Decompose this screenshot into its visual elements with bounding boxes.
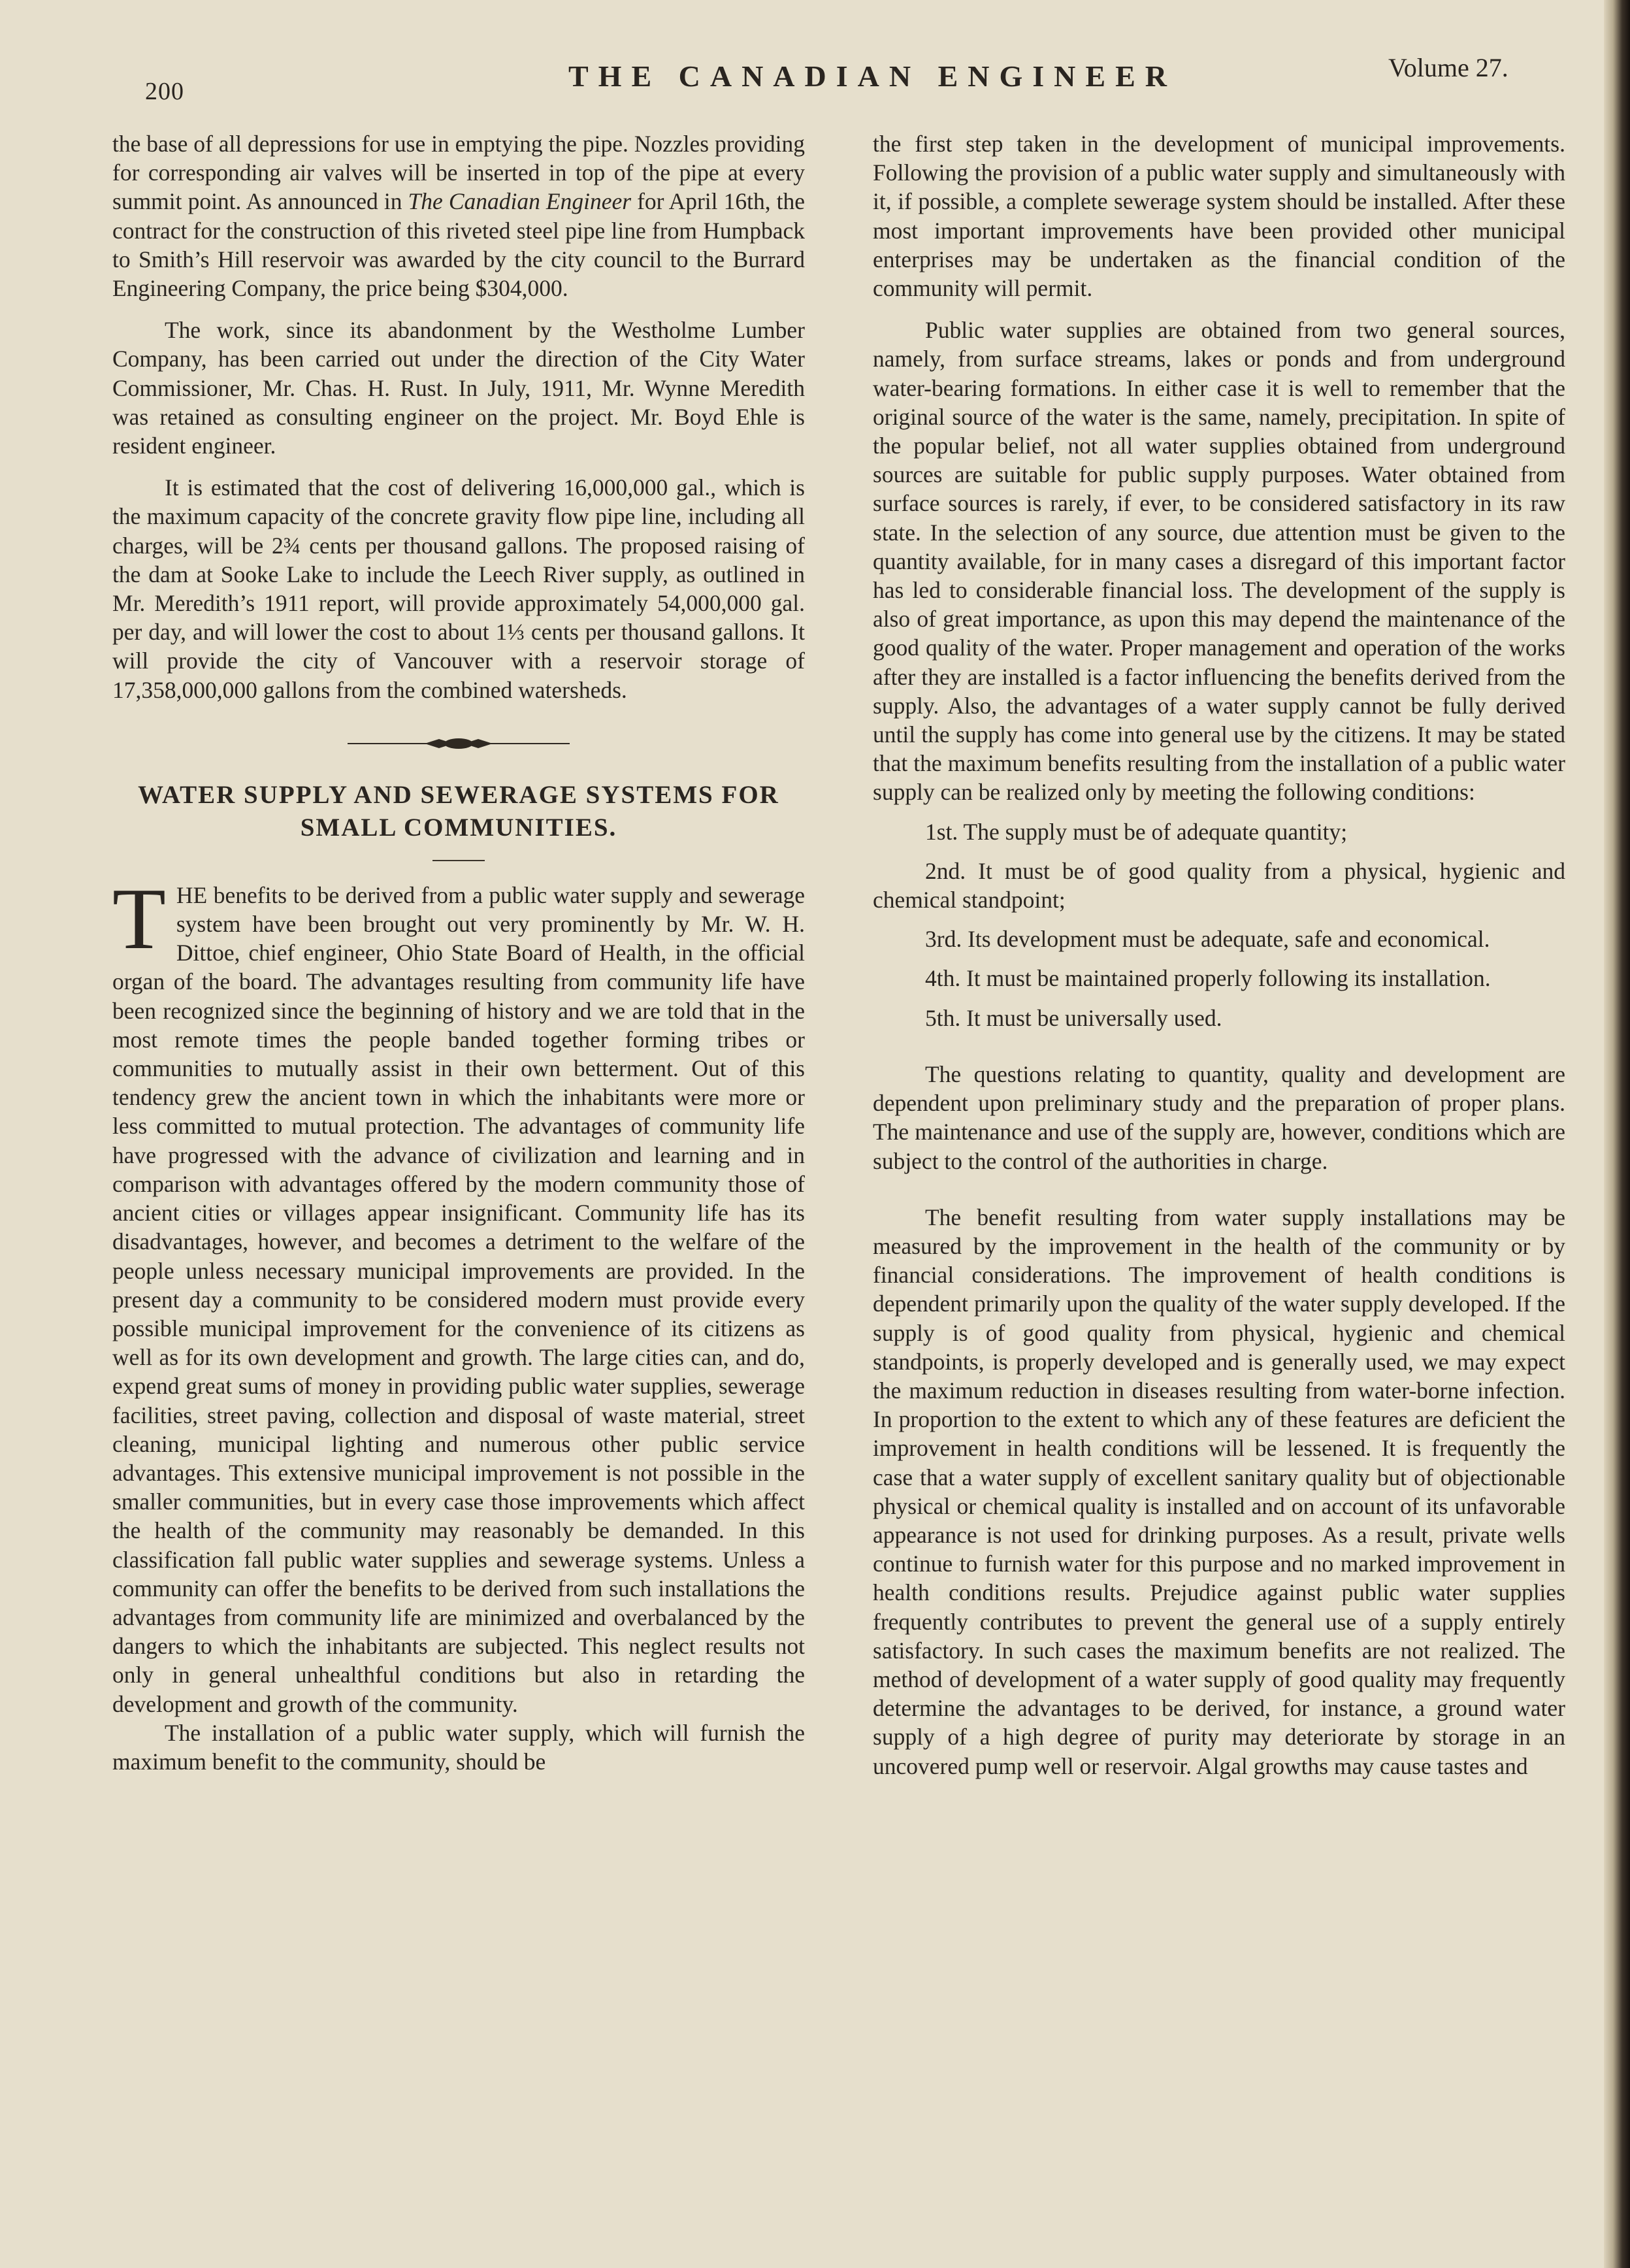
text-run: the base of all depressions for use in emptying the pipe. Nozzles providing for corresponding air valves will be inserted in top of the pipe at every summit point. As announced in xyxy=(112,131,805,215)
article-title-line1: WATER SUPPLY AND SEWERAGE SYSTEMS FOR xyxy=(138,780,779,809)
paragraph xyxy=(112,870,805,1718)
drop-cap: T xyxy=(112,870,166,967)
text-run: for April 16th, the contract for the construction of this riveted steel pipe line from Humpback to Smith’s Hill reservoir was awarded by the city council to the Burrard Engineering Company, the price being $304,000. xyxy=(112,188,805,302)
paragraph: Public water supplies are obtained from two general sources, namely, from surface streams, lakes or ponds and from underground water-bearing formations. In either case it is well to remember that the original source of the water is the same, namely, precipitation. In spite of the popular belief, not all water supplies obtained from underground sources are suitable for public supply purposes. Water obtained from surface sources is rarely, if ever, to be considered satisfactory in its raw state. In the selection of any source, due attention must be given to the quantity available, for in many cases a disregard of this important factor has led to considerable financial loss. The development of the supply is also of great importance, as upon this may depend the maintenance of the good quality of the water. Proper management and operation of the works after they are installed is a factor influencing the benefits derived from the supply. Also, the advantages of a water supply cannot be fully derived until the supply has come into general use by the citizens. It may be stated that the maximum benefits resulting from the installation of a public water supply can be realized only by meeting the following conditions: xyxy=(873,317,1565,806)
title-rule xyxy=(432,860,485,861)
condition-item: 2nd. It must be of good quality from a physical, hygienic and chemical standpoint; xyxy=(873,857,1565,913)
page-binding-edge xyxy=(1604,0,1630,2268)
left-column xyxy=(112,129,805,1776)
page-number: 200 xyxy=(145,78,184,105)
article-title xyxy=(112,779,805,844)
text-run: benefits to be derived from a public water supply and sewerage system have been brought out very prominently by Mr. W. H. Dittoe, chief engineer, Ohio State Board of Health, in the official organ of the board. The advantages resulting from community life have been recognized since the beginning of history and we are told that in the most remote times the people banded together forming tribes or communities to mutually assist in their own betterment. Out of this tendency grew the ancient town in which the inhabitants were more or less committed to mutual protection. The advantages of community life have progressed with the advance of civilization and learning and in comparison with advantages offered by the modern community those of ancient cities or villages appear insignificant. Community life has its disadvantages, however, and becomes a detriment to the welfare of the people unless necessary municipal improvements are provided. In the present day a community to be considered modern must provide every possible municipal improvement for the convenience of its citizens as well as for its own development and growth. The large cities can, and do, expend great sums of money in providing public water supplies, sewerage facilities, street paving, collection and disposal of waste material, street cleaning, municipal lighting and numerous other public service advantages. This extensive municipal improvement is not possible in the smaller communities, but in every case those improvements which affect the health of the community may reasonably be demanded. In this classification fall public water supplies and sewerage systems. Unless a community can offer the benefits to be derived from such installations the advantages from community life are minimized and overbalanced by the dangers to which the inhabitants are subjected. This neglect results not only in general unhealthful conditions but also in retarding the development and growth of the community. xyxy=(112,881,805,1717)
condition-item: 3rd. Its development must be adequate, safe and economical. xyxy=(925,926,1490,953)
journal-name-italic: The Canadian Engineer xyxy=(408,188,632,215)
section-divider-ornament xyxy=(348,736,570,751)
lead-in-caps: HE xyxy=(176,881,208,908)
paragraph xyxy=(112,129,805,303)
paragraph: The questions relating to quantity, quality and development are dependent upon preliminary study and the preparation of proper plans. The maintenance and use of the supply are, however, conditions which are subject to the control of the authorities in charge. xyxy=(873,1060,1565,1174)
condition-item: 4th. It must be maintained properly following its installation. xyxy=(925,965,1491,992)
right-column xyxy=(873,129,1565,1781)
paragraph: The installation of a public water supply, which will furnish the maximum benefit to the community, should be xyxy=(112,1719,805,1775)
paragraph: It is estimated that the cost of delivering 16,000,000 gal., which is the maximum capacity of the concrete gravity flow pipe line, including all charges, will be 2¾ cents per thousand gallons. The proposed raising of the dam at Sooke Lake to include the Leech River supply, as outlined in Mr. Meredith’s 1911 report, will provide approximately 54,000,000 gal. per day, and will lower the cost to about 1⅓ cents per thousand gallons. It will provide the city of Vancouver with a reservoir storage of 17,358,000,000 gallons from the combined watersheds. xyxy=(112,474,805,703)
paragraph: the first step taken in the development of municipal improvements. Following the provision of a public water supply and simultaneously with it, if possible, a complete sewerage system should be installed. After these most important improvements have been provided other municipal enterprises may be undertaken as the financial condition of the community will permit. xyxy=(873,131,1565,302)
running-header xyxy=(0,46,1630,105)
condition-item: 5th. It must be universally used. xyxy=(925,1004,1222,1031)
paragraph: The benefit resulting from water supply installations may be measured by the improvement in the health of the community or by financial considerations. The improvement of health conditions is dependent primarily upon the quality of the water supply developed. If the supply is of good quality from physical, hygienic and chemical standpoints, is properly developed and is generally used, we may expect the maximum reduction in diseases resulting from water-borne infection. In proportion to the extent to which any of these features are deficient the improvement in health conditions will be lessened. It is frequently the case that a water supply of excellent sanitary quality but of objectionable physical or chemical quality is installed and on account of its unfavorable appearance is not used for drinking purposes. As a result, private wells continue to furnish water for this purpose and no marked improvement in health conditions results. Prejudice against public water supplies frequently contributes to prevent the general use of a supply entirely satisfactory. In such cases the maximum benefits are not realized. The method of development of a water supply of good quality may frequently determine the advantages to be derived, for instance, a ground water supply of a high degree of purity may deteriorate by storage in an uncovered pump well or reservoir. Algal growths may cause tastes and xyxy=(873,1204,1565,1779)
journal-title: THE CANADIAN ENGINEER xyxy=(568,59,1177,93)
condition-item: 1st. The supply must be of adequate quantity; xyxy=(925,818,1348,845)
volume-label: Volume 27. xyxy=(1388,53,1508,82)
paragraph: The work, since its abandonment by the Westholme Lumber Company, has been carried out under the direction of the City Water Commissioner, Mr. Chas. H. Rust. In July, 1911, Mr. Wynne Meredith was retained as consulting engineer on the project. Mr. Boyd Ehle is resident engineer. xyxy=(112,317,805,459)
article-title-line2: SMALL COMMUNITIES. xyxy=(300,813,617,842)
